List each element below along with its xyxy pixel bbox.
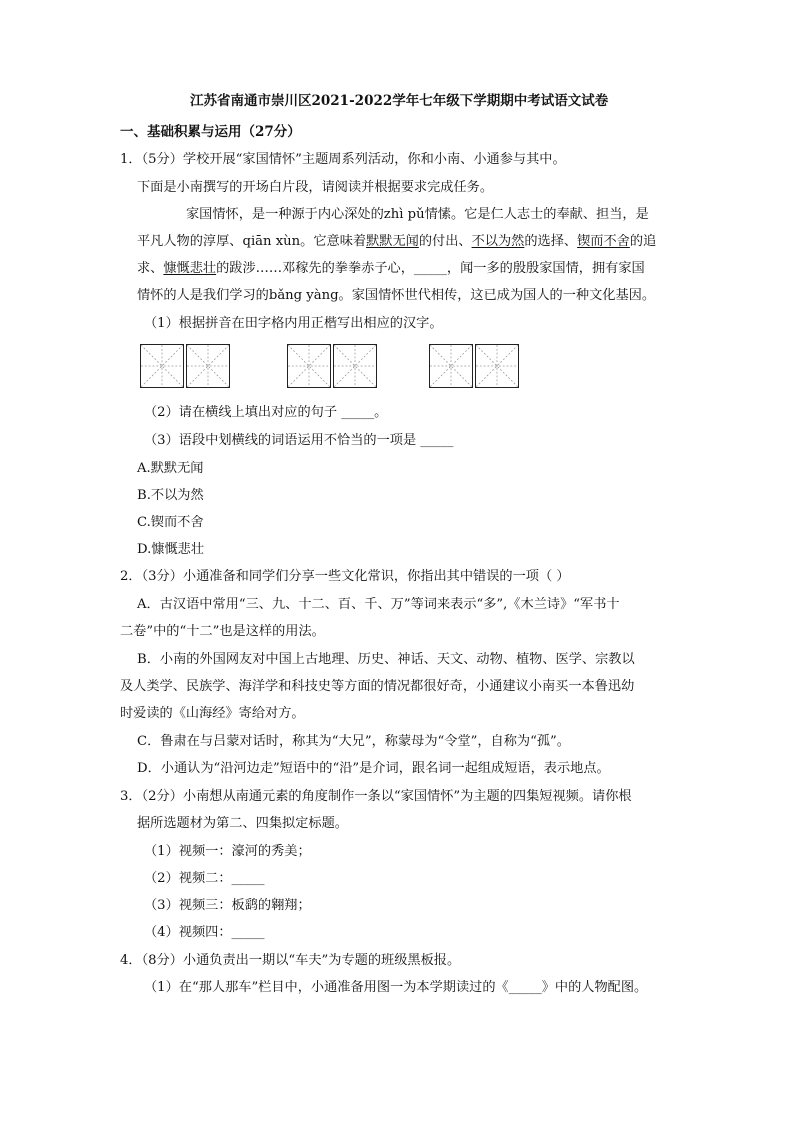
tianzige-cell[interactable] [429,344,473,388]
passage-text: 的选择、 [524,234,578,249]
q2-option-b-line-1: B．小南的外国网友对中国上古地理、历史、神话、天文、动物、植物、医学、宗教以 [137,652,635,667]
q2-option-a-line-1: A．古汉语中常用“三、九、十二、百、千、万”等词来表示“多”,《木兰诗》“军书十 [137,597,620,612]
q3-video-3: （3）视频三：板鹞的翱翔； [144,898,311,913]
q3-stem-line-2: 据所选题材为第二、四集拟定标题。 [137,816,348,831]
q2-option-b-line-2: 及人类学、民族学、海洋学和科技史等方面的情况都很好奇，小通建议小南买一本鲁迅幼 [120,679,635,694]
q1-passage-line-2 [137,233,656,251]
underlined-word-3: 锲而不舍 [577,234,630,249]
q1-passage-line-4: 情怀的人是我们学习的bǎng yàng。家国情怀世代相传，这已成为国人的一种文化基因。 [137,288,656,303]
tianzige-cell[interactable] [186,344,230,388]
q1-option-d: D.慷慨悲壮 [137,542,205,557]
q2-option-c: C．鲁肃在与吕蒙对话时，称其为“大兄”，称蒙母为“令堂”，自称为“孤”。 [137,734,570,749]
page-title: 江苏省南通市崇川区2021-2022学年七年级下学期期中考试语文试卷 [190,93,609,109]
tianzige-cell[interactable] [333,344,377,388]
tianzige-cell[interactable] [287,344,331,388]
q3-video-1: （1）视频一：濠河的秀美； [144,844,311,859]
q1-intro: 下面是小南撰写的开场白片段，请阅读并根据要求完成任务。 [137,180,494,195]
q1-passage-line-1: 家国情怀，是一种源于内心深处的zhì pǔ情愫。它是仁人志士的奉献、担当，是 [186,207,649,222]
q2-option-a-line-2: 二卷”中的“十二”也是这样的用法。 [120,624,325,639]
underlined-word-4: 慷慨悲壮 [163,261,217,276]
q4-stem: 4．（8分）小通负责出一期以“车夫”为专题的班级黑板报。 [120,953,461,968]
q1-stem: 1．（5分）学校开展“家国情怀”主题周系列活动，你和小南、小通参与其中。 [120,152,566,167]
q1-option-b: B.不以为然 [137,488,204,503]
q3-stem-line-1: 3．（2分）小南想从南通元素的角度制作一条以“家国情怀”为主题的四集短视频。请你根 [120,789,632,804]
q1-sub3: （3）语段中划横线的词语运用不恰当的一项是 _____ [144,433,454,448]
q1-sub1: （1）根据拼音在田字格内用正楷写出相应的汉字。 [144,316,443,331]
passage-text: 的付出、 [418,234,472,249]
tianzige-group-2 [287,344,379,388]
passage-text: 平凡人物的淳厚、qiān xùn。它意味着 [137,234,367,249]
tianzige-group-1 [140,344,232,388]
passage-text: 的跋涉……邓稼先的拳拳赤子心，_____，闻一多的殷殷家国情，拥有家国 [216,261,645,276]
section-heading: 一、基础积累与运用（27分） [120,124,301,140]
passage-text: 求、 [137,261,164,276]
q1-sub2: （2）请在横线上填出对应的句子 _____。 [144,405,388,420]
q2-option-b-line-3: 时爱读的《山海经》寄给对方。 [120,706,305,721]
tianzige-group-3 [429,344,521,388]
q3-video-4: （4）视频四：_____ [144,925,265,940]
q3-video-2: （2）视频二：_____ [144,871,265,886]
underlined-word-2: 不以为然 [471,234,525,249]
q2-stem: 2．（3分）小通准备和同学们分享一些文化常识，你指出其中错误的一项（ ） [120,569,570,584]
q1-option-c: C.锲而不舍 [137,515,204,530]
tianzige-cell[interactable] [140,344,184,388]
passage-text: 的追 [629,234,657,249]
q1-passage-line-3 [137,260,645,278]
q1-option-a: A.默默无闻 [137,461,204,476]
q4-sub1: （1）在“那人那车”栏目中，小通准备用图一为本学期读过的《_____》中的人物配图。 [144,980,648,995]
q2-option-d: D．小通认为“沿河边走”短语中的“沿”是介词，跟名词一起组成短语，表示地点。 [137,761,610,776]
tianzige-cell[interactable] [475,344,519,388]
underlined-word-1: 默默无闻 [366,234,419,249]
